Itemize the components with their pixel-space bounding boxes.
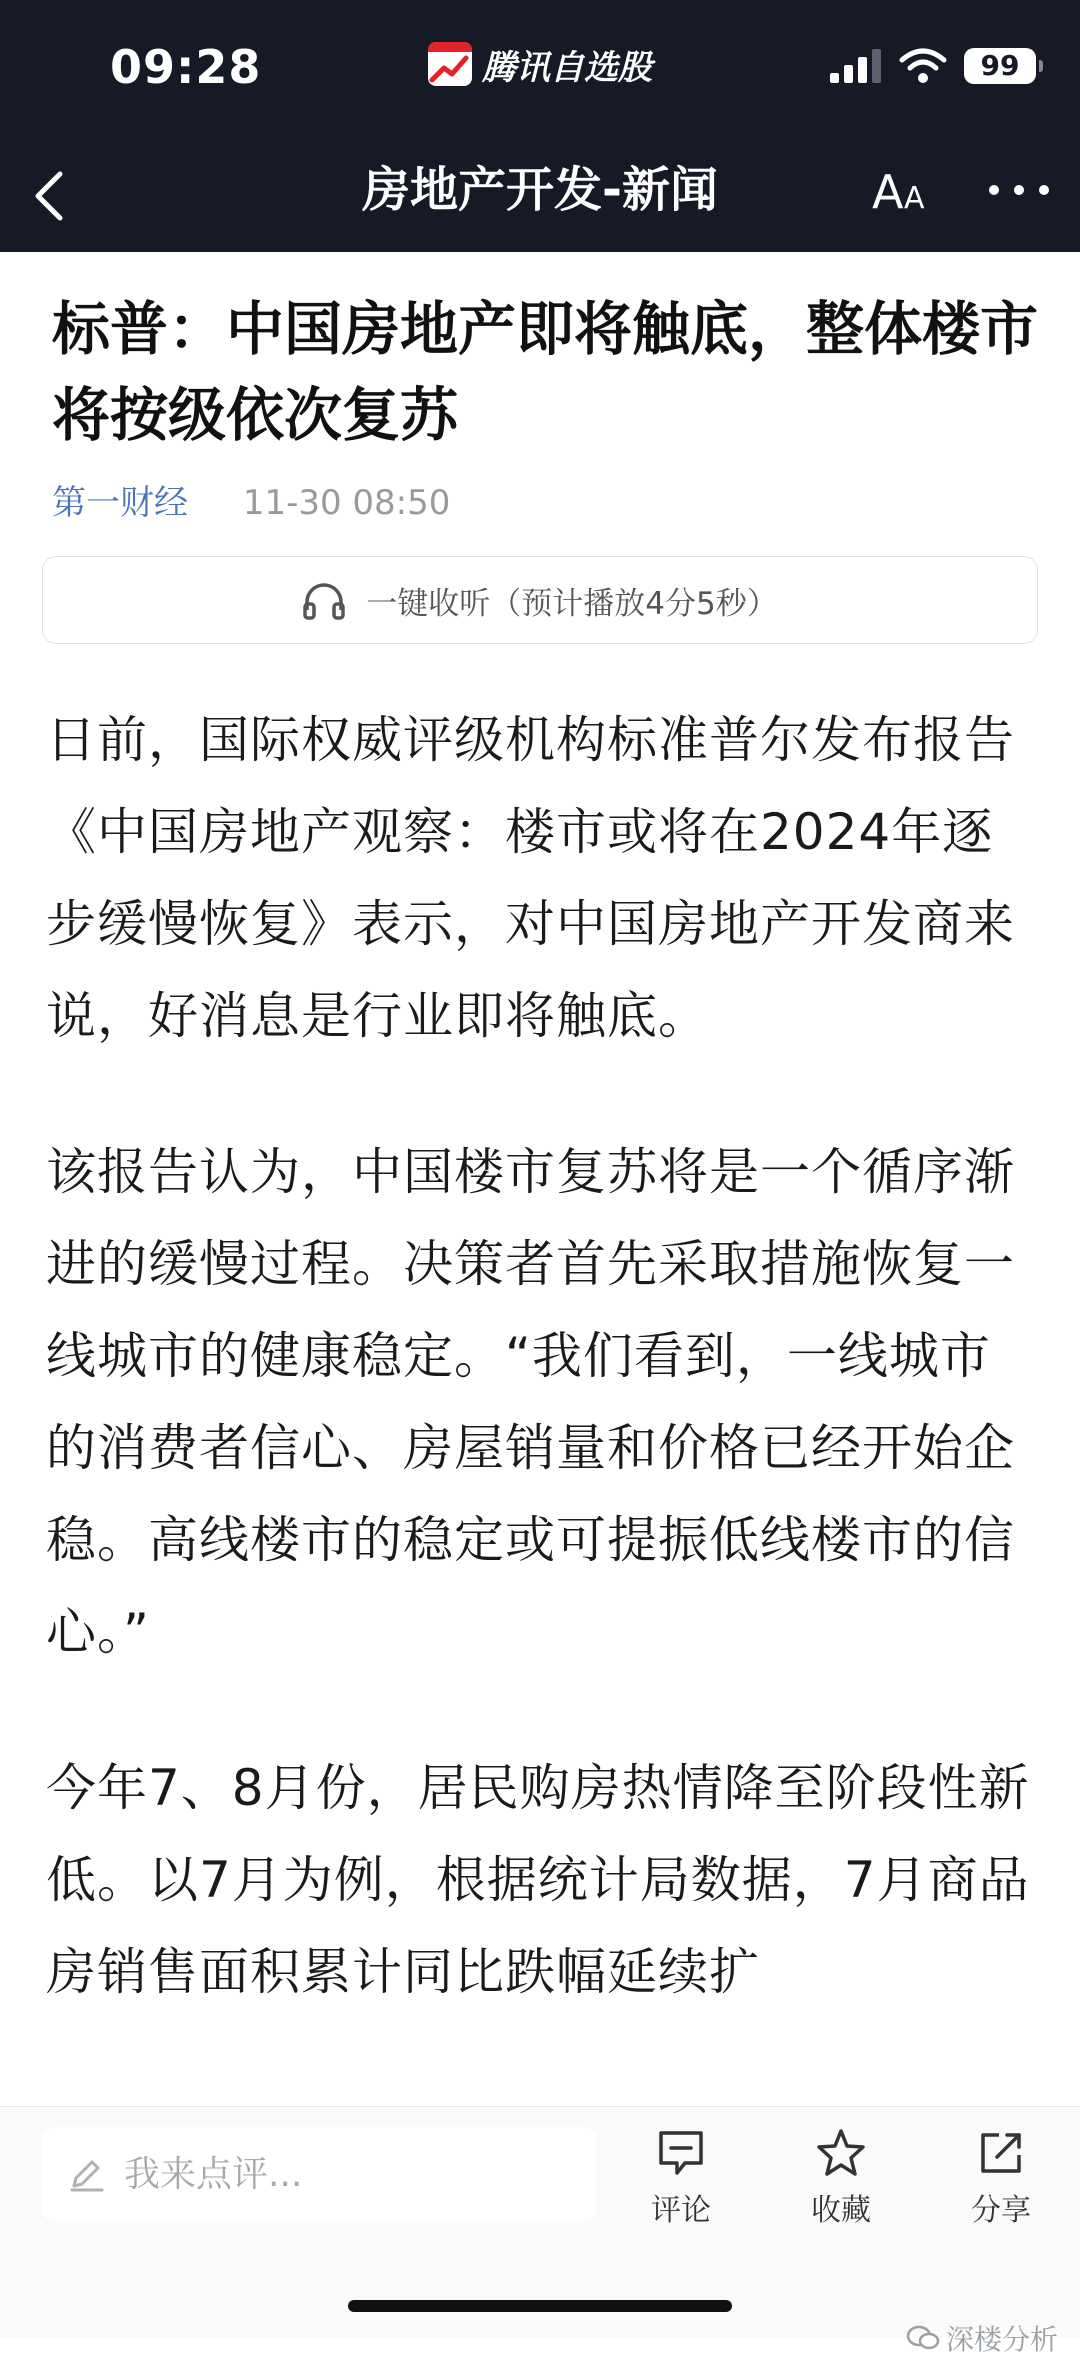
comment-input[interactable]: [122, 2153, 566, 2196]
watermark: [906, 2318, 1058, 2358]
comment-label: 评论: [651, 2193, 711, 2228]
battery-icon: [964, 48, 1036, 84]
more-options-icon[interactable]: [984, 175, 1054, 205]
font-size-icon[interactable]: [870, 160, 940, 220]
comment-icon: [655, 2127, 707, 2179]
svg-text:A: A: [904, 181, 925, 216]
article-paragraph: 今年7、8月份，居民购房热情降至阶段性新低。以7月为例，根据统计局数据，7月商品房销售面积累计同比跌幅延续扩: [46, 1759, 1030, 2001]
carrier-label: [428, 40, 652, 88]
battery-level: 99: [980, 49, 1020, 82]
top-bar: [0, 0, 1080, 252]
svg-text:A: A: [872, 165, 904, 219]
listen-label: 一键收听（预计播放4分5秒）: [366, 585, 778, 622]
article-paragraph: 日前，国际权威评级机构标准普尔发布报告《中国房地产观察：楼市或将在2024年逐步缓慢恢复》表示，对中国房地产开发商来说，好消息是行业即将触底。: [46, 711, 1015, 1045]
headphones-icon: [302, 580, 346, 620]
article-paragraph: 该报告认为，中国楼市复苏将是一个循序渐进的缓慢过程。决策者首先采取措施恢复一线城市的健康稳定。“我们看到，一线城市的消费者信心、房屋销量和价格已经开始企稳。高线楼市的稳定或可提振低线楼市的信心。”: [46, 1143, 1015, 1661]
article-body: [46, 694, 1038, 2082]
home-indicator: [348, 2300, 732, 2312]
app-logo-icon: [428, 42, 472, 86]
article-title: 标普：中国房地产即将触底，整体楼市将按级依次复苏: [52, 295, 1039, 449]
comment-button[interactable]: [636, 2127, 726, 2229]
comment-input-container[interactable]: [42, 2127, 596, 2221]
pencil-icon: [66, 2154, 106, 2194]
star-icon: [815, 2127, 867, 2179]
page-title: 房地产开发-新闻: [362, 162, 718, 218]
status-time: 09:28: [110, 40, 262, 94]
status-icons: [830, 48, 1036, 84]
favorite-button[interactable]: [796, 2127, 886, 2229]
wifi-icon: [898, 48, 948, 84]
watermark-text: 深楼分析: [945, 2323, 1058, 2356]
article-meta: [52, 478, 450, 528]
listen-button[interactable]: [42, 556, 1038, 644]
article-source-link[interactable]: 第一财经: [52, 483, 188, 523]
share-label: 分享: [971, 2193, 1031, 2228]
favorite-label: 收藏: [811, 2193, 871, 2228]
article-date: 11-30 08:50: [242, 483, 451, 523]
carrier-name: 腾讯自选股: [482, 47, 652, 88]
share-icon: [975, 2127, 1027, 2179]
wechat-icon: [906, 2324, 940, 2352]
signal-icon: [830, 49, 882, 83]
share-button[interactable]: [956, 2127, 1046, 2229]
